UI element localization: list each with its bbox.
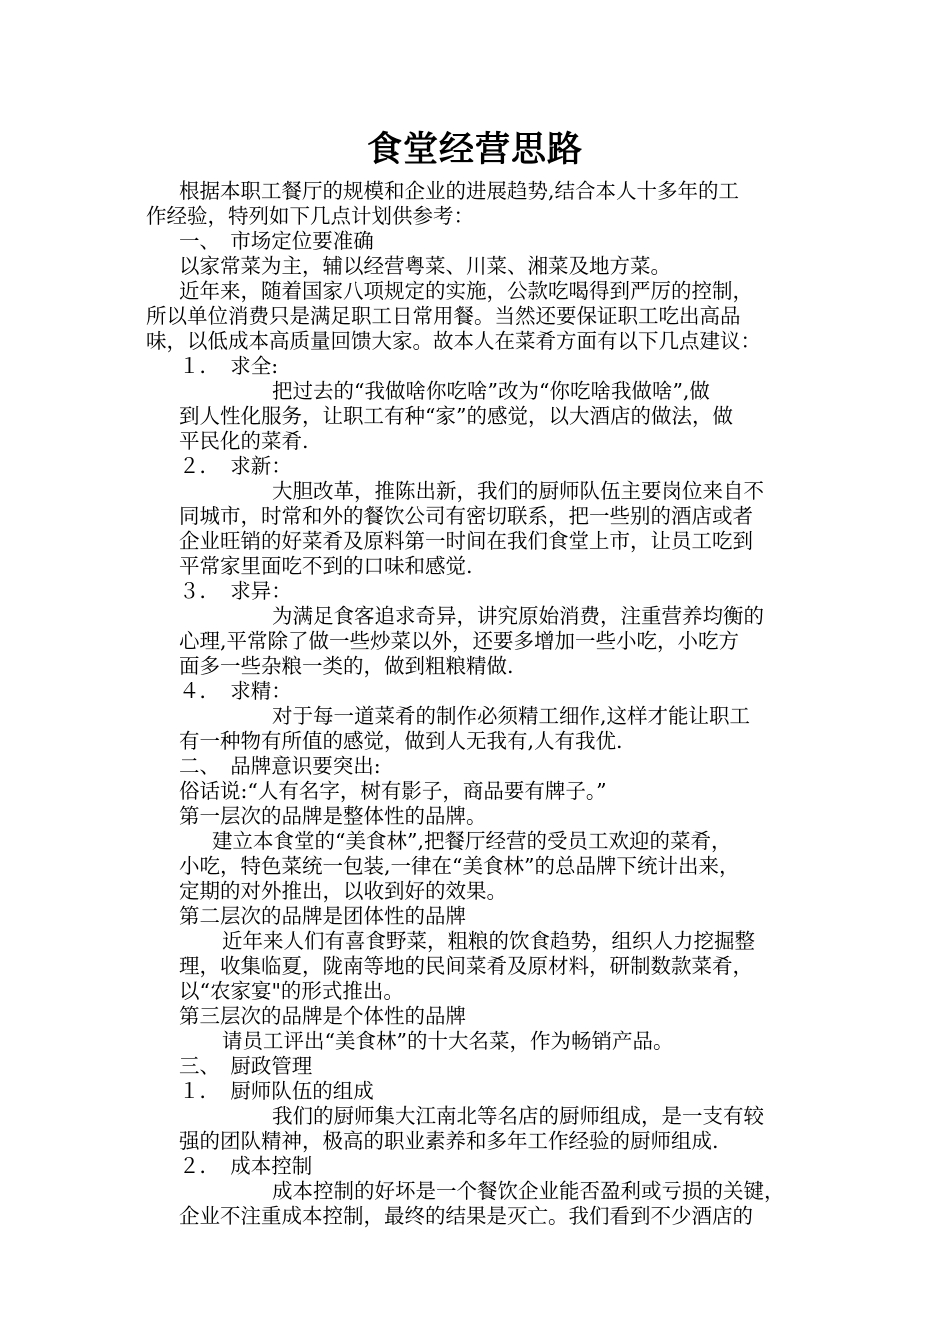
text-line: 第二层次的品牌是团体性的品牌 <box>179 904 466 928</box>
text-line: 近年来，随着国家八项规定的实施，公款吃喝得到严厉的控制， <box>179 279 753 303</box>
text-line: 理，收集临夏，陇南等地的民间菜肴及原材料，研制数款菜肴， <box>179 954 753 978</box>
text-line: 第一层次的品牌是整体性的品牌。 <box>179 804 487 828</box>
text-line: 小吃，特色菜统一包装,一律在“美食林”的总品牌下统计出来， <box>179 854 740 878</box>
list-item-heading: １． 厨师队伍的组成 <box>179 1079 374 1103</box>
text-line: 有一种物有所值的感觉，做到人无我有,人有我优. <box>179 729 623 753</box>
text-line: 建立本食堂的“美食林”,把餐厅经营的受员工欢迎的菜肴， <box>212 829 732 853</box>
text-line: 俗话说:“人有名字，树有影子，商品要有牌子。” <box>179 779 607 803</box>
text-line: 平常家里面吃不到的口味和感觉. <box>179 554 473 578</box>
document-title: 食堂经营思路 <box>366 129 583 170</box>
list-item-heading: １． 求全: <box>179 354 279 378</box>
text-line: 第三层次的品牌是个体性的品牌 <box>179 1004 466 1028</box>
list-item-heading: ３． 求异： <box>179 579 292 603</box>
list-item-heading: ４． 求精： <box>179 679 292 703</box>
text-line: 根据本职工餐厅的规模和企业的进展趋势,结合本人十多年的工 <box>179 179 740 203</box>
text-line: 把过去的“我做啥你吃啥”改为“你吃啥我做啥”,做 <box>272 379 710 403</box>
section-heading: 三、 厨政管理 <box>179 1054 313 1078</box>
text-line: 请员工评出“美食林”的十大名菜，作为畅销产品。 <box>222 1029 674 1053</box>
text-line: 强的团队精神，极高的职业素养和多年工作经验的厨师组成. <box>179 1129 719 1153</box>
text-line: 近年来人们有喜食野菜，粗粮的饮食趋势，组织人力挖掘整 <box>222 929 755 953</box>
text-line: 所以单位消费只是满足职工日常用餐。当然还要保证职工吃出高品 <box>146 304 741 328</box>
text-line: 定期的对外推出，以收到好的效果。 <box>179 879 507 903</box>
section-heading: 一、 市场定位要准确 <box>179 229 374 253</box>
list-item-heading: ２． 求新： <box>179 454 292 478</box>
text-line: 成本控制的好坏是一个餐饮企业能否盈利或亏损的关键， <box>272 1179 785 1203</box>
section-heading: 二、 品牌意识要突出: <box>179 754 381 778</box>
text-line: 大胆改革，推陈出新，我们的厨师队伍主要岗位来自不 <box>272 479 764 503</box>
text-line: 味，以低成本高质量回馈大家。故本人在菜肴方面有以下几点建议： <box>146 329 761 353</box>
text-line: 心理,平常除了做一些炒菜以外，还要多增加一些小吃，小吃方 <box>179 629 740 653</box>
text-line: 到人性化服务，让职工有种“家”的感觉，以大酒店的做法，做 <box>179 404 733 428</box>
text-line: 为满足食客追求奇异，讲究原始消费，注重营养均衡的 <box>272 604 764 628</box>
text-line: 以家常菜为主，辅以经营粤菜、川菜、湘菜及地方菜。 <box>179 254 671 278</box>
text-line: 面多一些杂粮一类的，做到粗粮精做. <box>179 654 514 678</box>
text-line: 对于每一道菜肴的制作必须精工细作,这样才能让职工 <box>272 704 751 728</box>
text-line: 企业旺销的好菜肴及原料第一时间在我们食堂上市，让员工吃到 <box>179 529 753 553</box>
list-item-heading: ２． 成本控制 <box>179 1154 313 1178</box>
text-line: 平民化的菜肴. <box>179 429 309 453</box>
text-line: 同城市，时常和外的餐饮公司有密切联系，把一些别的酒店或者 <box>179 504 753 528</box>
text-line: 企业不注重成本控制，最终的结果是灭亡。我们看到不少酒店的 <box>179 1204 753 1228</box>
text-line: 以“农家宴"的形式推出。 <box>179 979 404 1003</box>
text-line: 我们的厨师集大江南北等名店的厨师组成，是一支有较 <box>272 1104 764 1128</box>
text-line: 作经验，特列如下几点计划供参考： <box>146 204 474 228</box>
